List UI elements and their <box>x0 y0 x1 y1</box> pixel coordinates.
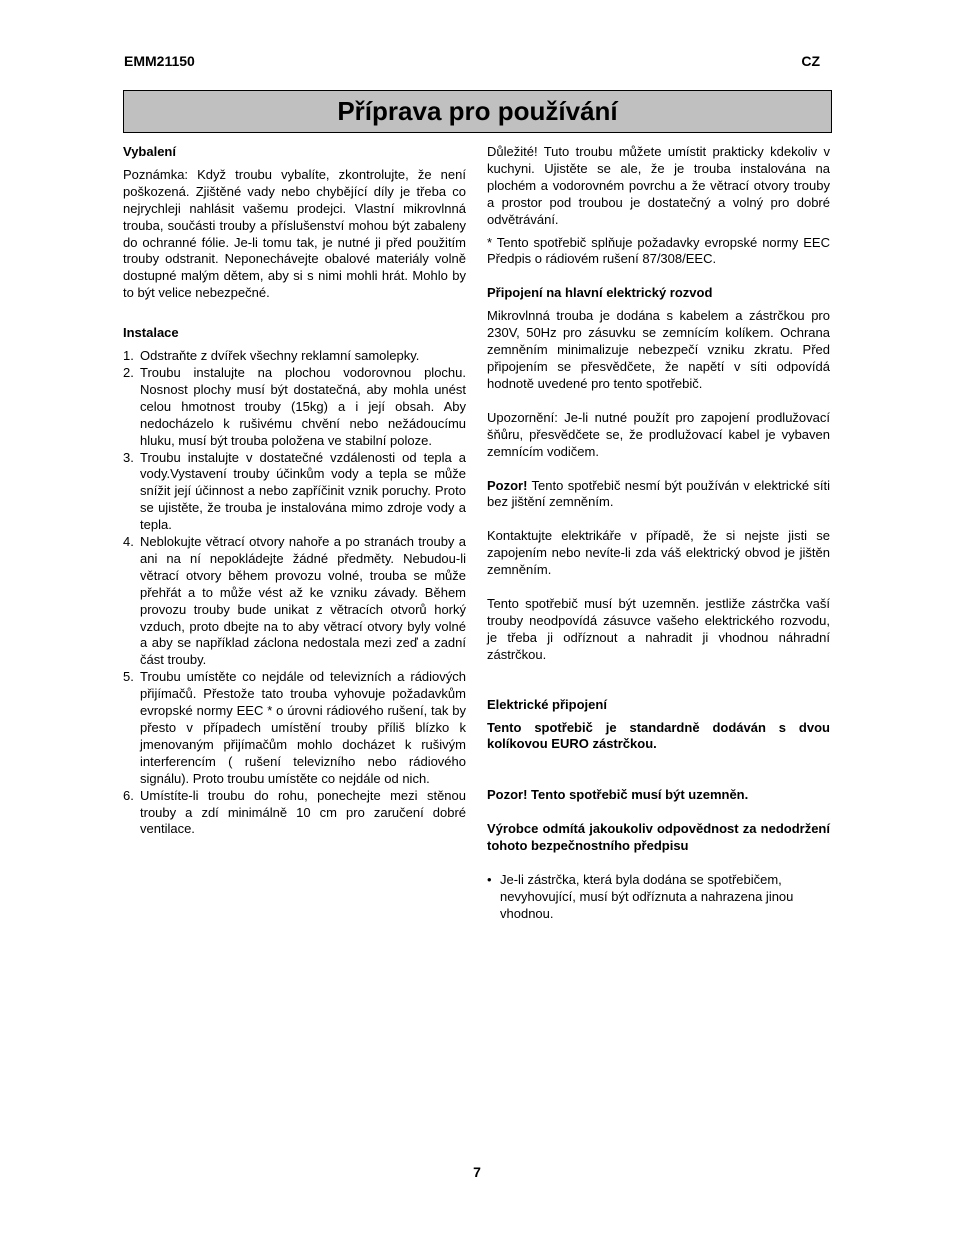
caution-text: Tento spotřebič nesmí být používán v elektrické síti bez jištění zemněním. <box>487 477 830 510</box>
list-item <box>487 872 830 923</box>
bullet-icon: • <box>487 872 492 888</box>
title-banner <box>123 90 832 133</box>
list-item <box>123 348 466 365</box>
right-column <box>487 144 830 923</box>
earth-text: Tento spotřebič musí být uzemněn. jestliže zástrčka vaší trouby neodpovídá zásuvce vašeho elektrického rozvodu, je třeba ji odříznout a nahradit ji vhodnou náhradní zástrčkou. <box>487 596 830 662</box>
item-number: 5. <box>123 669 134 685</box>
item-number: 2. <box>123 364 134 380</box>
left-column <box>123 144 466 838</box>
mains-heading: Připojení na hlavní elektrický rozvod <box>487 285 713 301</box>
list-item <box>123 669 466 787</box>
install-heading: Instalace <box>123 325 179 341</box>
item-text: Odstraňte z dvířek všechny reklamní samolepky. <box>140 348 420 364</box>
bullet-text: Je-li zástrčka, která byla dodána se spotřebičem, nevyhovující, musí být odříznuta a nahrazena jinou vhodnou. <box>500 872 794 921</box>
item-text: Troubu instalujte na plochou vodorovnou plochu. Nosnost plochy musí být dostatečná, aby mohla unést celou hmotnost trouby (15kg) a i její obsah. Aby nedocházelo k rušivému chvění nebo nežádoucímu hluku, musí být trouba položena ve stabilní poloze. <box>140 364 466 448</box>
elec-text: Tento spotřebič je standardně dodáván s dvou kolíkovou EURO zástrčkou. <box>487 719 830 752</box>
item-number: 6. <box>123 787 134 803</box>
language-code: CZ <box>801 53 820 69</box>
list-item <box>123 534 466 669</box>
item-number: 4. <box>123 534 134 550</box>
model-number: EMM21150 <box>124 53 195 69</box>
item-text: Neblokujte větrací otvory nahoře a po stranách trouby a ani na ní nepokládejte žádné předměty. Nebudou-li větrací otvory během provozu volné, trouba se může přehřát a to může vést až ke vzniku závady. Během provozu trouby bude unikat z větracích otvorů horký vzduch, proto dbejte na to aby větrací otvory byly volné a aby se například záclona nedostala mezi zeď a zadní část trouby. <box>140 534 466 668</box>
item-text: Troubu umístěte co nejdále od televizních a rádiových přijímačů. Přestože tato trouba vyhovuje požadavkům evropské normy EEC * o úrovni rádiového rušení, tak by přesto v případech umístění trouby příliš blízko k jmenovaným přijímačům mohlo docházet k rušivým interferencím ( rušení televizního nebo rádiového signálu). Proto troubu umístěte co nejdále od nich. <box>140 669 466 786</box>
important-text: Důležité! Tuto troubu můžete umístit prakticky kdekoliv v kuchyni. Ujistěte se ale, že je trouba instalována na plochém a vodorovném povrchu a že větrací otvory trouby a prostor pod troubou je dostatečný a volný pro dobré odvětrávání. <box>487 144 830 227</box>
norm-note: * Tento spotřebič splňuje požadavky evropské normy EEC Předpis o rádiovém rušení 87/308/EEC. <box>487 234 830 267</box>
item-number: 1. <box>123 348 134 364</box>
unpack-heading: Vybalení <box>123 144 176 159</box>
item-text: Umístíte-li troubu do rohu, ponechejte mezi stěnou trouby a zdí minimálně 10 cm pro zaručení dobré ventilace. <box>140 787 466 837</box>
item-text: Troubu instalujte v dostatečné vzdálenosti od tepla a vody.Vystavení trouby účinkům vody a tepla se může snížit její účinnost a nebo zapříčinit vznik poruchy. Proto se ujistěte, že trouba je instalována mimo zdroje vody a tepla. <box>140 449 466 533</box>
list-item <box>123 788 466 839</box>
earth-warning: Pozor! Tento spotřebič musí být uzemněn. <box>487 787 749 803</box>
list-item <box>123 365 466 450</box>
bullet-list <box>487 872 830 923</box>
install-list <box>123 348 466 838</box>
liability-text: Výrobce odmítá jakoukoliv odpovědnost za nedodržení tohoto bezpečnostního předpisu <box>487 821 830 854</box>
caution-paragraph <box>487 478 830 512</box>
list-item <box>123 450 466 535</box>
unpack-text: Poznámka: Když troubu vybalíte, zkontrolujte, že není poškozená. Zjištěné vady nebo chybějící díly je třeba co nejrychleji nahlásit vašemu prodejci. Vlastní mikrovlnná trouba, součásti trouby a příslušenství mohou být zabaleny do ochranné fólie. Je-li tomu tak, je nutné ji před použitím trouby odstranit. Neponechávejte obalové materiály volně dostupné malým dětem, aby si s nimi mohli hrát. Mohlo by to být velice nebezpečné. <box>123 166 466 301</box>
warning-text: Upozornění: Je-li nutné použít pro zapojení prodlužovací šňůru, přesvědčete se, že prodlužovací kabel je vybaven zemnícím vodičem. <box>487 409 830 459</box>
page-number: 7 <box>473 1164 481 1180</box>
mains-text: Mikrovlnná trouba je dodána s kabelem a zástrčkou pro 230V, 50Hz pro zásuvku se zemnícím kolíkem. Ochrana zemněním minimalizuje nebezpečí vzniku zkratu. Před připojením se přesvědčete, že napětí v síti odpovídá hodnotě uvedené pro tento spotřebič. <box>487 308 830 391</box>
contact-text: Kontaktujte elektrikáře v případě, že si nejste jisti se zapojením nebo nevíte-li zda váš elektrický obvod je jištěn zemněním. <box>487 528 830 578</box>
elec-heading: Elektrické připojení <box>487 696 607 712</box>
caution-label: Pozor! <box>487 477 528 493</box>
page-title: Příprava pro používání <box>337 96 618 126</box>
item-number: 3. <box>123 449 134 465</box>
